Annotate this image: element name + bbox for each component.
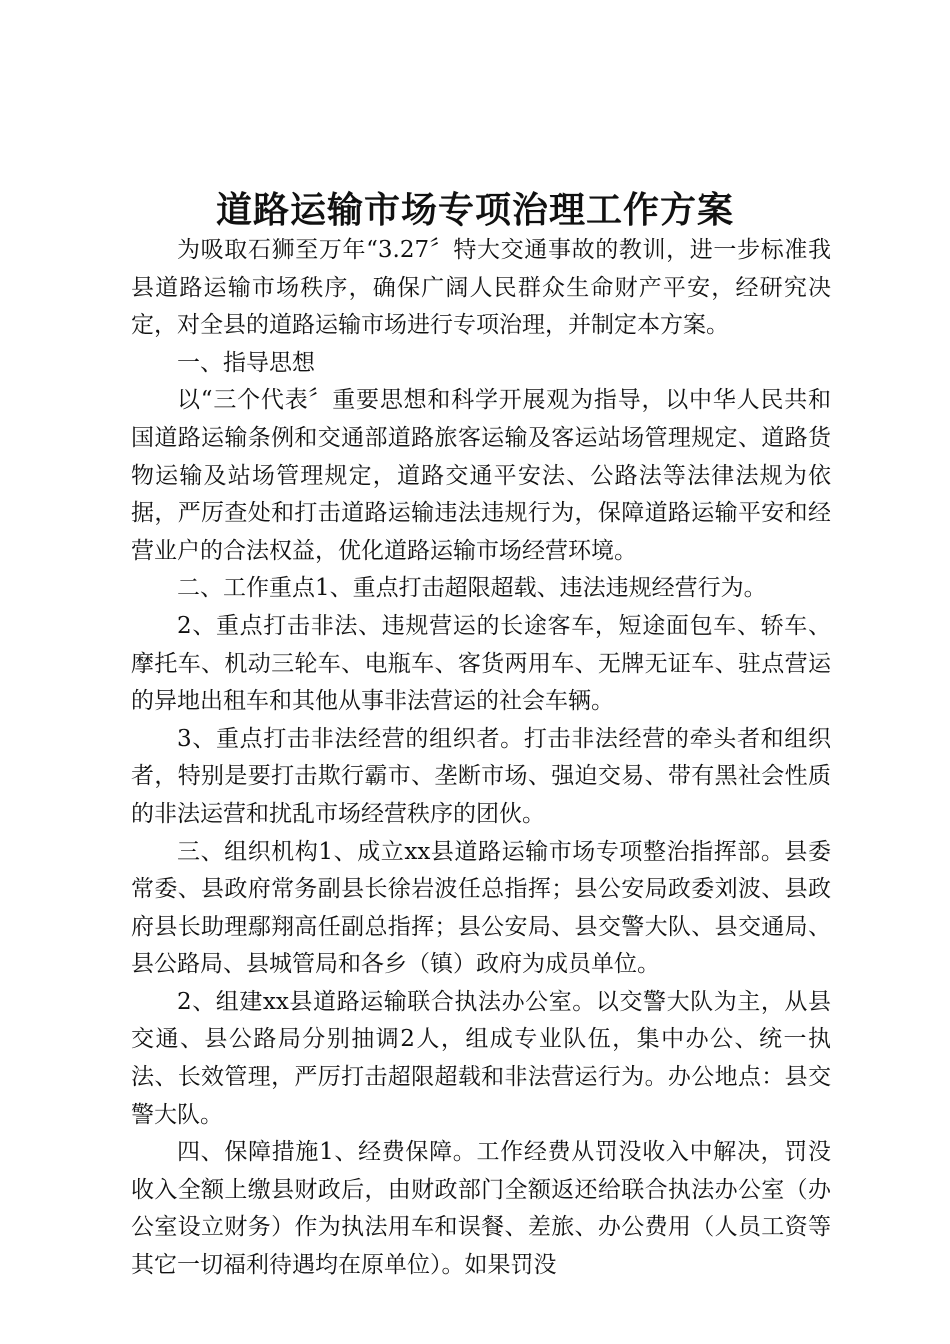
- document-body: [131, 232, 831, 1285]
- paragraph-organization-2: 2、组建xx县道路运输联合执法办公室。以交警大队为主，从县交通、县公路局分别抽调2人，组成专业队伍，集中办公、统一执法、长效管理，严厉打击超限超载和非法营运行为。办公地点：县交警大队。: [131, 988, 831, 1128]
- section-heading-guiding-thought: 一、指导思想: [177, 349, 315, 376]
- paragraph-guiding-thought: 以“三个代表〞重要思想和科学开展观为指导，以中华人民共和国道路运输条例和交通部道路旅客运输及客运站场管理规定、道路货物运输及站场管理规定，道路交通平安法、公路法等法律法规为依据，严厉查处和打击道路运输违法违规行为，保障道路运输平安和经营业户的合法权益，优化道路运输市场经营环境。: [131, 387, 831, 564]
- paragraph-organization-1: 三、组织机构1、成立xx县道路运输市场专项整治指挥部。县委常委、县政府常务副县长徐岩波任总指挥；县公安局政委刘波、县政府县长助理鄢翔高任副总指挥；县公安局、县交警大队、县交通局、县公路局、县城管局和各乡（镇）政府为成员单位。: [131, 838, 831, 978]
- document-title: 道路运输市场专项治理工作方案: [215, 189, 734, 231]
- paragraph-work-focus-2: 2、重点打击非法、违规营运的长途客车，短途面包车、轿车、摩托车、机动三轮车、电瓶车、客货两用车、无牌无证车、驻点营运的异地出租车和其他从事非法营运的社会车辆。: [131, 612, 831, 715]
- paragraph-work-focus-1: 二、工作重点1、重点打击超限超载、违法违规经营行为。: [177, 575, 767, 602]
- paragraph-safeguards-1: 四、保障措施1、经费保障。工作经费从罚没收入中解决，罚没收入全额上缴县财政后，由财政部门全额返还给联合执法办公室（办公室设立财务）作为执法用车和误餐、差旅、办公费用（人员工资等其它一切福利待遇均在原单位）。如果罚没: [131, 1139, 831, 1279]
- paragraph-intro: 为吸取石狮至万年“3.27〞特大交通事故的教训，进一步标准我县道路运输市场秩序，确保广阔人民群众生命财产平安，经研究决定，对全县的道路运输市场进行专项治理，并制定本方案。: [131, 237, 831, 339]
- paragraph-work-focus-3: 3、重点打击非法经营的组织者。打击非法经营的牵头者和组织者，特别是要打击欺行霸市、垄断市场、强迫交易、带有黑社会性质的非法运营和扰乱市场经营秩序的团伙。: [131, 725, 831, 827]
